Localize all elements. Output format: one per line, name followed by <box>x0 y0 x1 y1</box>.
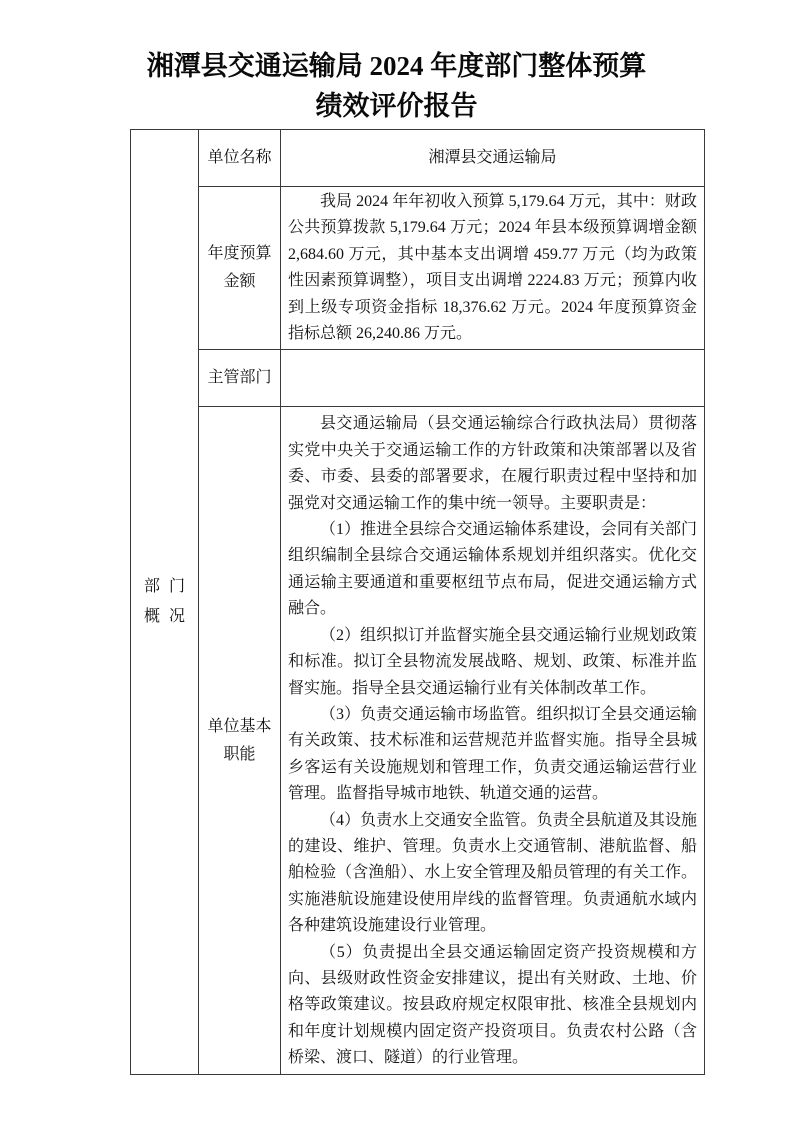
table-row <box>131 130 705 187</box>
document-title-line-2: 绩效评价报告 <box>315 91 478 121</box>
document-title-line-1: 湘潭县交通运输局 2024 年度部门整体预算 <box>146 51 647 81</box>
basic-functions-paragraph-5: （5）负责提出全县交通运输固定资产投资规模和方向、县级财政性资金安排建议，提出有关财政、土地、价格等政策建议。按县政府规定权限审批、核准全县规划内和年度计划规模内固定资产投资项目。负责农村公路（含桥梁、渡口、隧道）的行业管理。 <box>288 943 697 1067</box>
basic-functions-paragraph-1: （1）推进全县综合交通运输体系建设，会同有关部门组织编制全县综合交通运输体系规划并组织落实。优化交通运输主要通道和重要枢纽节点布局，促进交通运输方式融合。 <box>288 521 697 618</box>
basic-functions-paragraph-2: （2）组织拟订并监督实施全县交通运输行业规划政策和标准。拟订全县物流发展战略、规划、政策、标准并监督实施。指导全县交通运输行业有关体制改革工作。 <box>288 626 697 697</box>
cell-basic-functions-value <box>281 407 705 1074</box>
basic-functions-paragraph-4: （4）负责水上交通安全监管。负责全县航道及其设施的建设、维护、管理。负责水上交通管制、港航监督、船舶检验（含渔船）、水上安全管理及船员管理的有关工作。实施港航设施建设使用岸线的监督管理。负责通航水域内各种建筑设施建设行业管理。 <box>288 811 697 935</box>
section-cell-department-overview <box>131 130 199 1075</box>
table-row <box>131 187 705 350</box>
row-label-unit-name: 单位名称 <box>199 130 281 187</box>
document-title <box>0 0 793 126</box>
row-label-annual-budget: 年度预算金额 <box>199 187 281 350</box>
table-row <box>131 407 705 1074</box>
row-label-basic-functions: 单位基本职能 <box>199 407 281 1074</box>
cell-annual-budget-value <box>281 187 705 350</box>
table-row <box>131 350 705 407</box>
section-label-line-1: 部门 <box>143 577 194 595</box>
cell-supervising-department-value <box>281 350 705 407</box>
row-label-supervising-department: 主管部门 <box>199 350 281 407</box>
cell-unit-name-value: 湘潭县交通运输局 <box>281 130 705 187</box>
overview-table <box>130 129 705 1075</box>
basic-functions-paragraph-3: （3）负责交通运输市场监管。组织拟订全县交通运输有关政策、技术标准和运营规范并监督实施。指导全县城乡客运有关设施规划和管理工作，负责交通运输运营行业管理。监督指导城市地铁、轨道交通的运营。 <box>288 705 697 803</box>
annual-budget-paragraph: 我局 2024 年年初收入预算 5,179.64 万元，其中：财政公共预算拨款 5,179.64 万元；2024 年县本级预算调增金额 2,684.60 万元，其中基本支出调增 459.77 万元（均为政策性因素预算调整），项目支出调增 2224.83 万元；预算内收到上级专项资金指标 18,376.62 万元。2024 年度预算资金指标总额 26,240.86 万元。 <box>288 193 697 343</box>
section-label-line-2: 概况 <box>143 607 194 625</box>
basic-functions-paragraph-intro: 县交通运输局（县交通运输综合行政执法局）贯彻落实党中央关于交通运输工作的方针政策和决策部署以及省委、市委、县委的部署要求，在履行职责过程中坚持和加强党对交通运输工作的集中统一领导。主要职责是： <box>288 415 697 512</box>
